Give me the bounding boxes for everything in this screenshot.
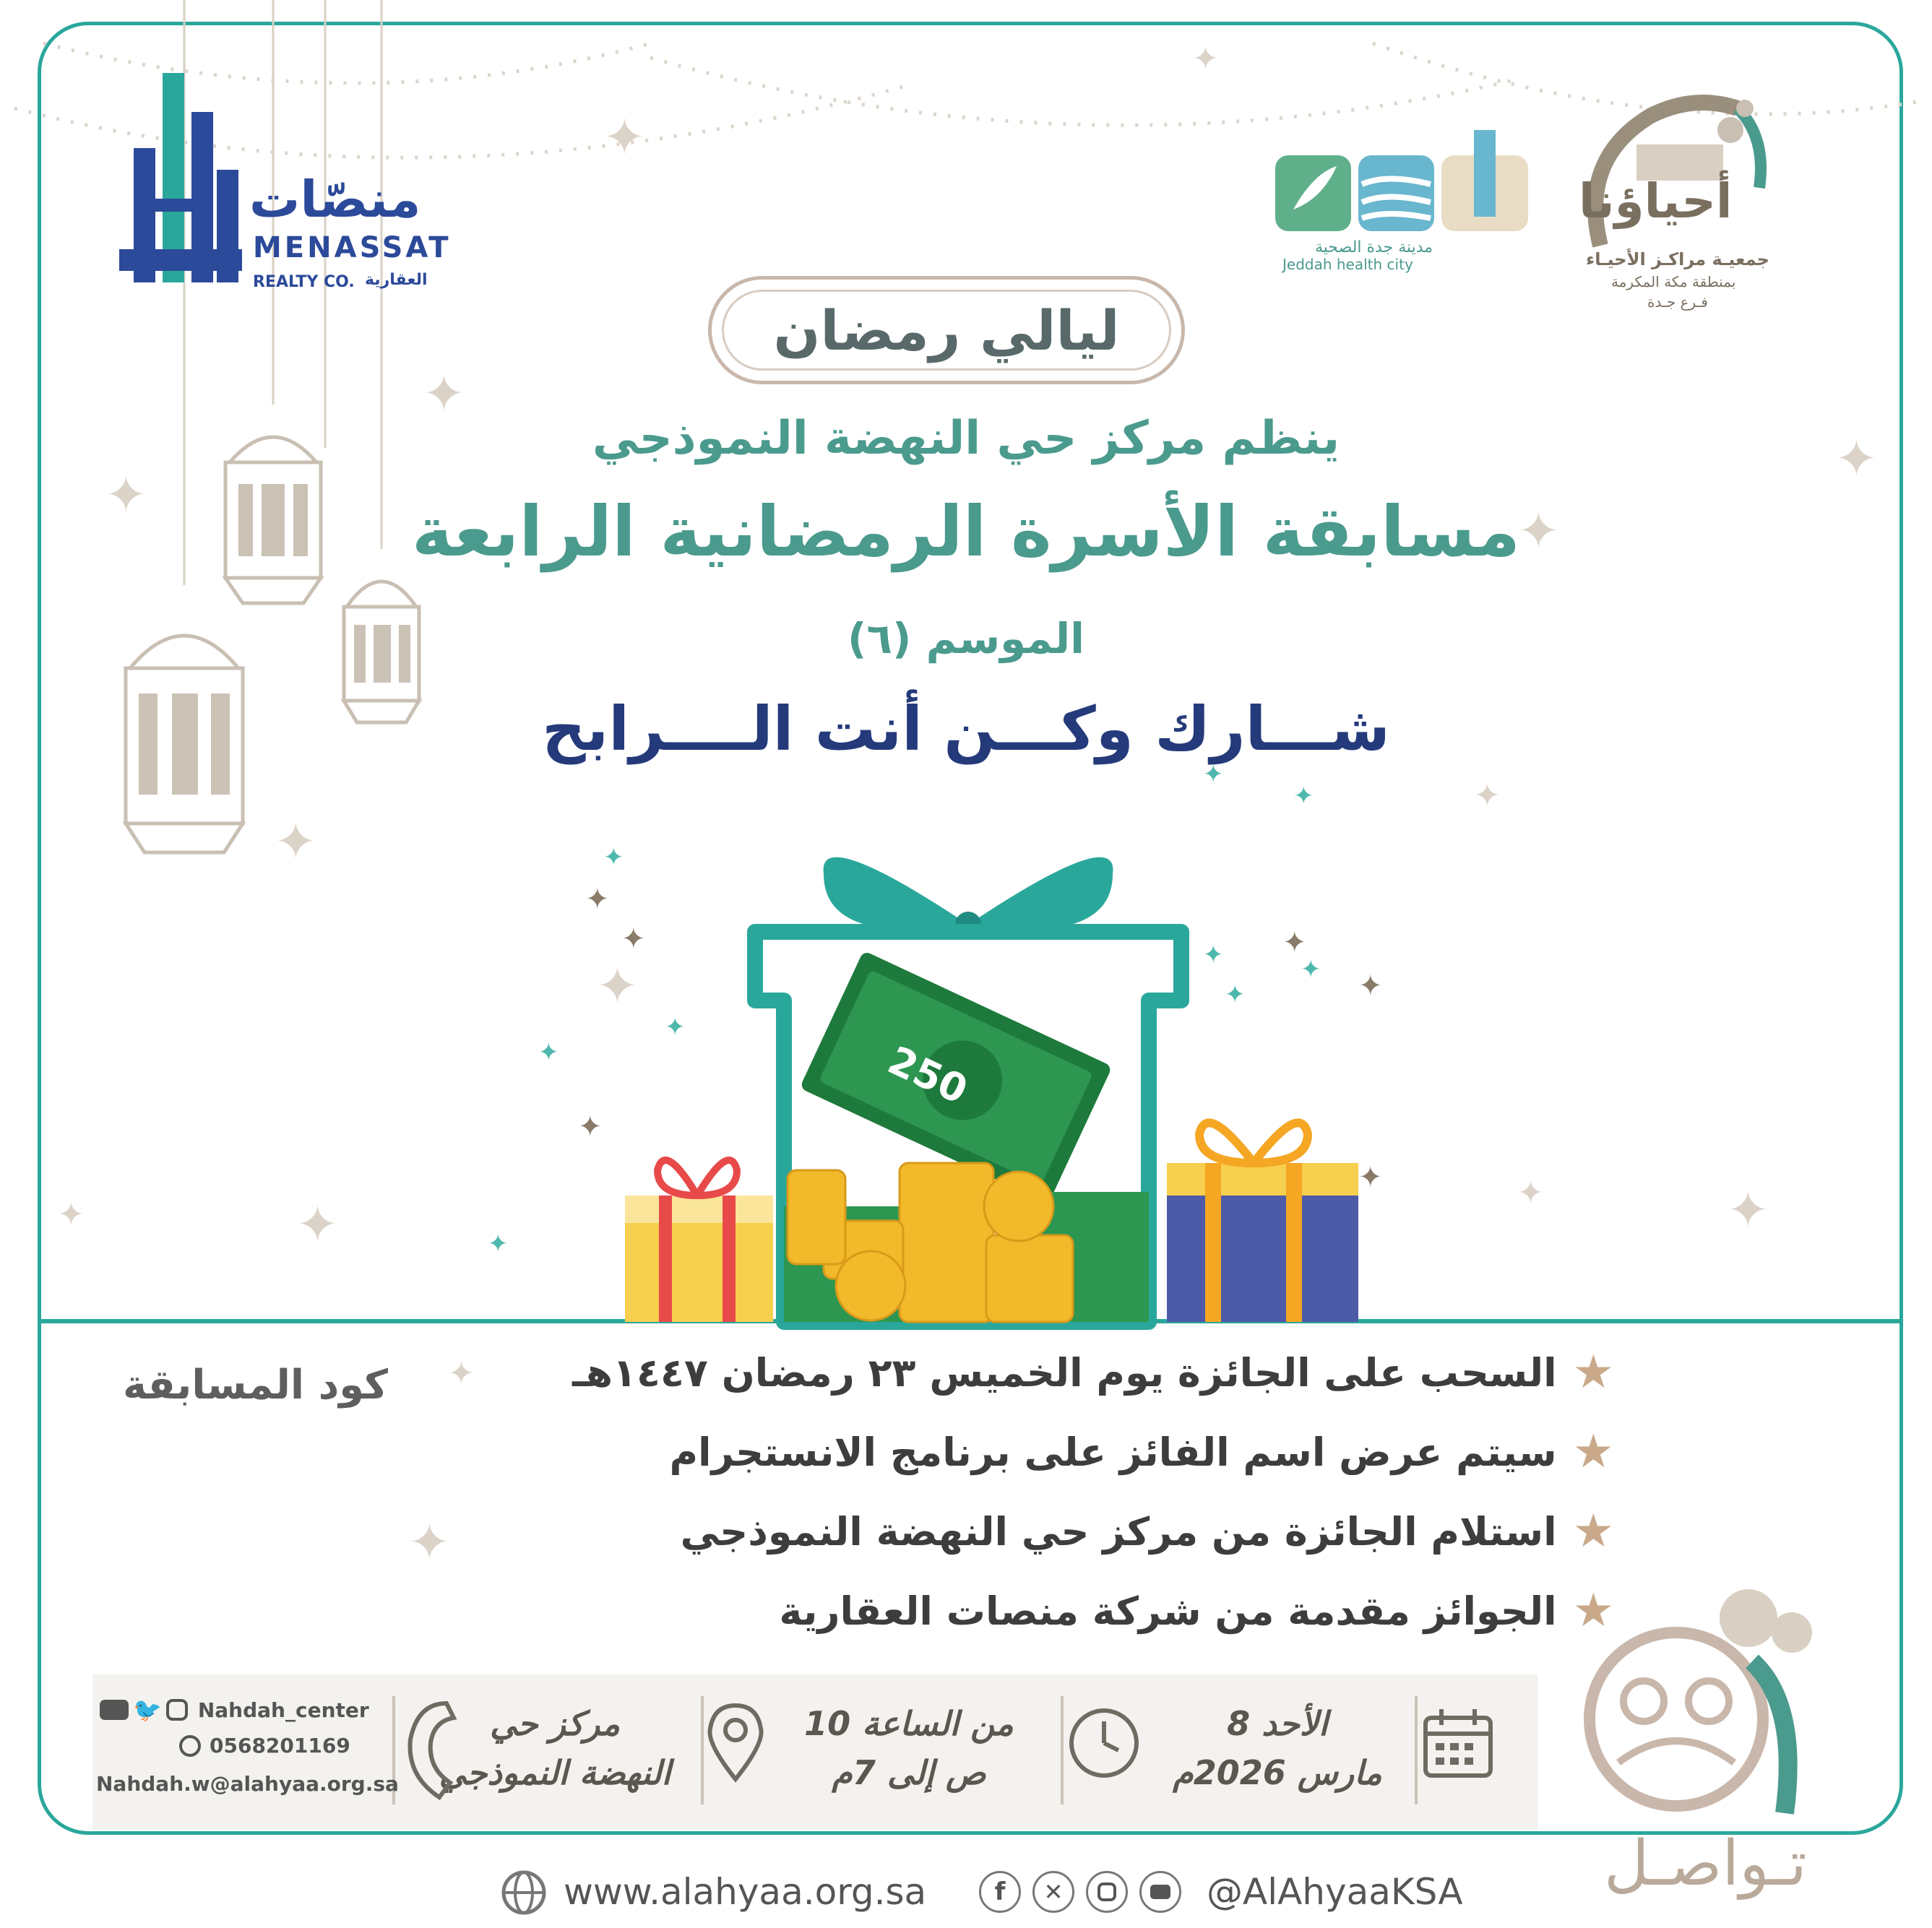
info-separator: [1061, 1696, 1064, 1804]
competition-title: مسابقة الأسرة الرمضانية الرابعة: [411, 491, 1521, 572]
clock-icon: [1064, 1703, 1144, 1783]
location-pin-icon: [703, 1700, 768, 1786]
bullet-text: سيتم عرض اسم الفائز على برنامج الانستجرام: [669, 1429, 1557, 1475]
jeddah-health-city-logo: [1272, 130, 1532, 274]
season-label: الموسم (٦): [847, 614, 1085, 663]
event-time-line2: ص إلى 7م: [832, 1753, 986, 1792]
sparkle-icon: ✦: [1727, 1180, 1769, 1240]
ahyaona-line3: فـرع جـدة: [1647, 293, 1708, 311]
ahyaona-line1: جمعيـة مراكـز الأحيـاء: [1586, 249, 1769, 269]
menassat-arabic-name: منصّات: [249, 170, 421, 229]
event-date-line2: مارس 2026م: [1173, 1753, 1382, 1792]
banknote-value: 250: [881, 1037, 975, 1113]
event-date-line1: الأحد 8: [1227, 1704, 1328, 1743]
tawasol-name: تـواصـل: [1604, 1828, 1807, 1900]
star-bullet-icon: ★: [1572, 1425, 1614, 1479]
tawasol-emblem-icon: [1568, 1575, 1828, 1820]
menassat-sub-en: REALTY CO.: [253, 273, 355, 291]
info-separator: [1415, 1696, 1418, 1804]
ahyaona-logo: [1571, 79, 1774, 318]
sparkle-icon: ✦: [596, 956, 639, 1016]
menassat-emblem-icon: [119, 69, 242, 293]
x-icon[interactable]: ✕: [1032, 1871, 1074, 1913]
sparkle-icon: ✦: [296, 1195, 339, 1254]
sparkle-icon: ✦: [665, 1013, 686, 1042]
bullet-text: الجوائز مقدمة من شركة منصات العقارية: [779, 1588, 1557, 1634]
sparkle-icon: ✦: [603, 108, 646, 167]
twitter-icon[interactable]: 🐦: [133, 1696, 162, 1724]
tawasol-logo: [1568, 1575, 1828, 1914]
sparkle-icon: ✦: [105, 465, 147, 524]
ahyaona-name: أحياؤنا: [1579, 173, 1733, 229]
instagram-icon[interactable]: [1086, 1871, 1128, 1913]
phone-handset-icon: [396, 1696, 468, 1804]
sparkle-icon: ✦: [423, 364, 465, 423]
title-pill: [708, 276, 1185, 384]
calendar-icon: [1418, 1703, 1498, 1783]
sparkle-icon: ✦: [488, 1229, 509, 1258]
sparkle-icon: ✦: [1835, 429, 1878, 488]
sparkle-icon: ✦: [603, 843, 624, 872]
footer-handle[interactable]: @AlAhyaaKSA: [1207, 1871, 1463, 1913]
sparkle-icon: ✦: [1358, 1161, 1383, 1194]
info-separator: [701, 1696, 704, 1804]
sparkle-icon: ✦: [578, 1110, 603, 1144]
bullet-item: [669, 1425, 1614, 1479]
globe-icon: [499, 1867, 549, 1918]
event-info-bar: [92, 1674, 1538, 1830]
star-bullet-icon: ★: [1572, 1584, 1614, 1638]
menassat-logo: [119, 69, 452, 300]
contact-email[interactable]: Nahdah.w@alahyaa.org.sa: [96, 1772, 399, 1796]
jeddah-arabic-name: مدينة جدة الصحية: [1315, 238, 1433, 256]
bullet-item: [680, 1505, 1614, 1558]
sparkle-icon: ✦: [1301, 955, 1321, 984]
sparkle-icon: ✦: [1517, 501, 1560, 561]
event-time-line1: من الساعة 10: [804, 1704, 1014, 1743]
footer-social-icons: [979, 1871, 1181, 1913]
menassat-english-name: MENASSAT: [253, 231, 452, 264]
sparkle-icon: ✦: [1203, 760, 1224, 789]
jeddah-english-name: Jeddah health city: [1282, 256, 1413, 273]
bullet-text: السحب على الجائزة يوم الخميس ٢٣ رمضان ١٤٤٧هـ: [572, 1349, 1557, 1396]
pill-title: ليالي رمضان: [773, 298, 1120, 363]
bullet-text: استلام الجائزة من مركز حي النهضة النموذجي: [680, 1508, 1557, 1555]
organizer-line: ينظم مركز حي النهضة النموذجي: [592, 412, 1340, 465]
sparkle-icon: ✦: [448, 1355, 475, 1392]
sparkle-icon: ✦: [58, 1196, 85, 1233]
sparkle-icon: ✦: [275, 812, 317, 871]
youtube-icon[interactable]: [100, 1700, 129, 1720]
gift-prizes-illustration: [614, 816, 1373, 1336]
instagram-icon[interactable]: [166, 1699, 188, 1721]
event-place-line1: مركز حي: [489, 1704, 621, 1743]
slogan: شـــارك وكـــن أنت الــــرابح: [542, 693, 1390, 764]
sparkle-icon: ✦: [1282, 926, 1307, 959]
sparkle-icon: ✦: [1358, 969, 1383, 1003]
contact-phone-row: [179, 1734, 350, 1758]
sparkle-icon: ✦: [1192, 40, 1219, 77]
sparkle-icon: ✦: [621, 922, 646, 956]
ahyaona-line2: بمنطقة مكة المكرمة: [1611, 273, 1736, 290]
event-place-line2: النهضة النموذجي: [439, 1753, 671, 1792]
sparkle-icon: ✦: [1225, 980, 1246, 1009]
social-handle[interactable]: Nahdah_center: [197, 1698, 369, 1722]
menassat-sub-ar: العقارية: [365, 271, 428, 289]
bullet-item: [779, 1584, 1614, 1638]
sparkle-icon: ✦: [1203, 941, 1224, 969]
footer-website[interactable]: www.alahyaa.org.sa: [564, 1871, 927, 1913]
bullet-item: [572, 1346, 1614, 1399]
phone-number[interactable]: 0568201169: [210, 1734, 350, 1758]
sparkle-icon: ✦: [1293, 782, 1314, 810]
sparkle-icon: ✦: [538, 1038, 559, 1067]
youtube-icon[interactable]: [1139, 1871, 1181, 1913]
whatsapp-icon: [179, 1735, 201, 1757]
star-bullet-icon: ★: [1572, 1346, 1614, 1399]
sparkle-icon: ✦: [1517, 1175, 1544, 1211]
sparkle-icon: ✦: [585, 883, 610, 916]
star-bullet-icon: ★: [1572, 1505, 1614, 1558]
sparkle-icon: ✦: [408, 1513, 451, 1572]
facebook-icon[interactable]: f: [979, 1871, 1021, 1913]
sparkle-icon: ✦: [1474, 777, 1501, 814]
competition-code-label: كود المسابقة: [123, 1362, 388, 1409]
contact-social-row: [100, 1696, 369, 1724]
jeddah-emblem-icon: [1272, 130, 1532, 238]
